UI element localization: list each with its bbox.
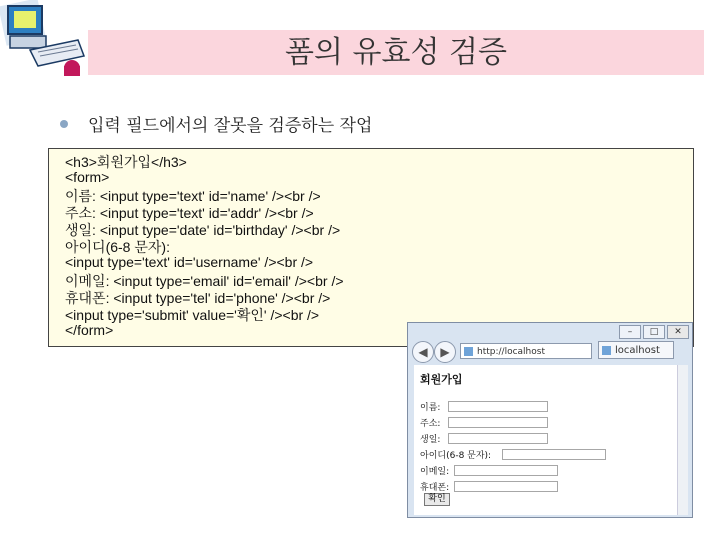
- browser-tab[interactable]: [598, 341, 674, 359]
- code-line: 생일: <input type='date' id='birthday' /><br />: [65, 222, 341, 238]
- page-icon: [464, 347, 473, 356]
- maximize-button[interactable]: □: [643, 325, 665, 339]
- computer-clipart-icon: [0, 0, 88, 82]
- phone-input[interactable]: [454, 481, 558, 492]
- back-arrow-icon[interactable]: ◀: [412, 341, 434, 363]
- forward-arrow-icon[interactable]: ▶: [434, 341, 456, 363]
- birthday-label: 생일:: [420, 435, 441, 445]
- browser-toolbar: [412, 339, 688, 363]
- browser-page: [414, 365, 680, 515]
- code-line: <input type='text' id='username' /><br />: [65, 254, 314, 270]
- code-line: 주소: <input type='text' id='addr' /><br />: [65, 205, 314, 221]
- code-line: <input type='submit' value='확인' /><br />: [65, 307, 320, 323]
- browser-window: [407, 322, 693, 518]
- email-label: 이메일:: [420, 467, 450, 477]
- code-line: 아이디(6-8 문자):: [65, 239, 170, 255]
- vertical-scrollbar[interactable]: [677, 365, 688, 515]
- name-input[interactable]: [448, 401, 548, 412]
- code-line: <h3>회원가입</h3>: [65, 154, 187, 170]
- minimize-button[interactable]: –: [619, 325, 641, 339]
- code-box: [48, 148, 694, 347]
- tab-label: localhost: [615, 345, 660, 356]
- phone-label: 휴대폰:: [420, 483, 450, 493]
- addr-input[interactable]: [448, 417, 548, 428]
- slide-title: 폼의 유효성 검증: [285, 35, 507, 70]
- window-controls: [617, 325, 689, 339]
- submit-button[interactable]: 확인: [424, 493, 450, 506]
- username-input[interactable]: [502, 449, 606, 460]
- code-line: <form>: [65, 169, 110, 185]
- page-heading: 회원가입: [420, 373, 463, 386]
- name-label: 이름:: [420, 403, 441, 413]
- code-line: </form>: [65, 322, 114, 338]
- address-text: http://localhost: [477, 347, 545, 357]
- addr-label: 주소:: [420, 419, 441, 429]
- code-line: 이메일: <input type='email' id='email' /><br />: [65, 273, 344, 289]
- username-label: 아이디(6-8 문자):: [420, 451, 492, 461]
- email-input[interactable]: [454, 465, 558, 476]
- bullet-marker: [60, 120, 68, 128]
- tab-icon: [602, 346, 611, 355]
- bullet-text: 입력 필드에서의 잘못을 검증하는 작업: [88, 116, 373, 136]
- birthday-input[interactable]: [448, 433, 548, 444]
- close-button[interactable]: ✕: [667, 325, 689, 339]
- code-line: 이름: <input type='text' id='name' /><br />: [65, 188, 321, 204]
- address-bar[interactable]: [460, 343, 592, 359]
- code-line: 휴대폰: <input type='tel' id='phone' /><br />: [65, 290, 331, 306]
